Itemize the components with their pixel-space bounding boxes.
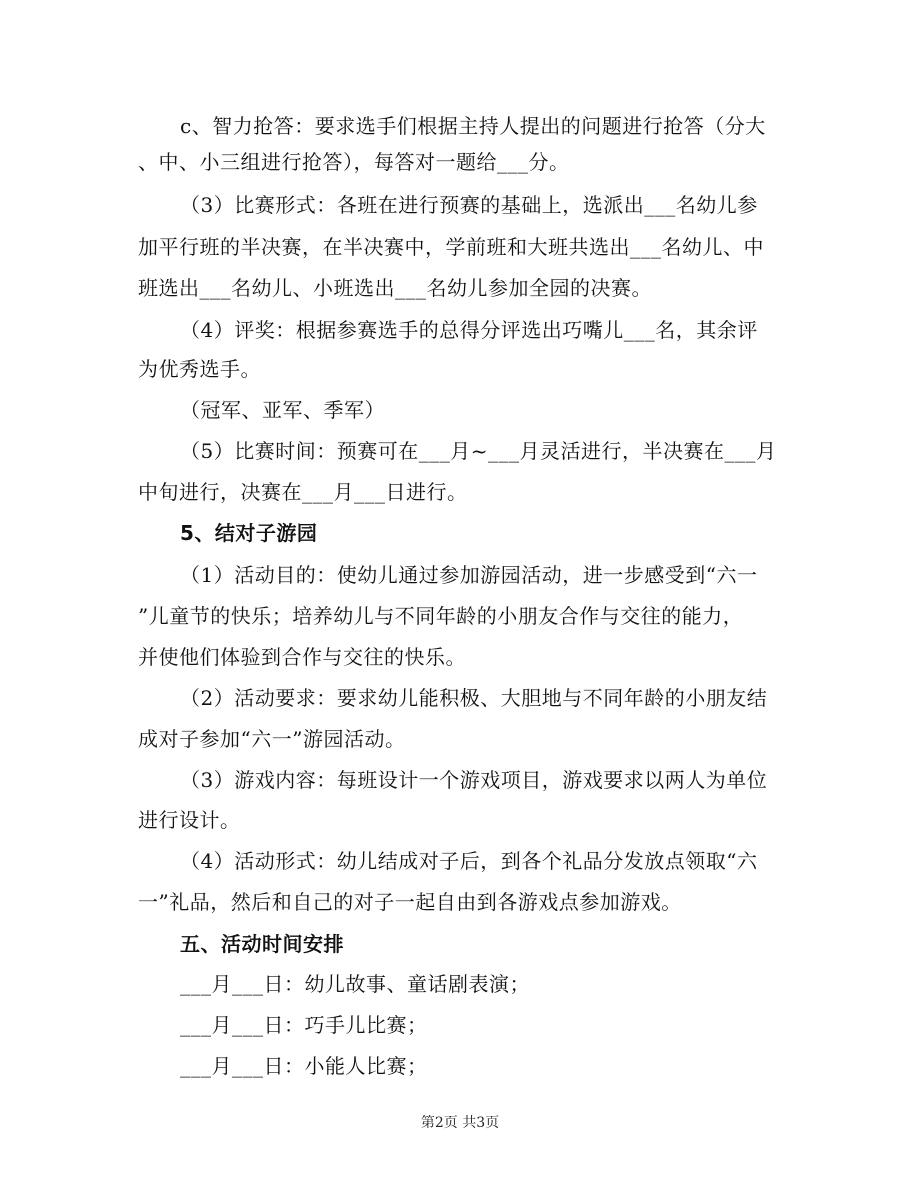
section-heading: 五、活动时间安排 xyxy=(180,932,344,956)
text-line: （1）活动目的：使幼儿通过参加游园活动，进一步感受到“六一 xyxy=(180,563,758,587)
text-line: （3）比赛形式：各班在进行预赛的基础上，选派出___名幼儿参 xyxy=(180,193,758,217)
page-number: 第2页 共3页 xyxy=(420,1115,500,1131)
text-line: 班选出___名幼儿、小班选出___名幼儿参加全园的决赛。 xyxy=(138,276,652,300)
text-line: （2）活动要求：要求幼儿能积极、大胆地与不同年龄的小朋友结 xyxy=(180,686,768,710)
text-line: 、中、小三组进行抢答），每答对一题给___分。 xyxy=(138,150,570,174)
text-line: ___月___日：巧手儿比赛； xyxy=(180,1013,428,1037)
text-line: 为优秀选手。 xyxy=(138,357,261,381)
text-line: c、智力抢答：要求选手们根据主持人提出的问题进行抢答（分大 xyxy=(180,114,766,138)
text-line: 中旬进行，决赛在___月___日进行。 xyxy=(138,480,468,504)
text-line: 加平行班的半决赛，在半决赛中，学前班和大班共选出___名幼儿、中 xyxy=(138,235,764,259)
text-line: 一”礼品，然后和自己的对子一起自由到各游戏点参加游戏。 xyxy=(138,890,682,914)
text-line: （冠军、亚军、季军） xyxy=(180,398,385,422)
section-heading: 5、结对子游园 xyxy=(180,521,318,545)
text-line: （5）比赛时间：预赛可在___月~___月灵活进行，半决赛在___月 xyxy=(180,439,777,463)
text-line: （4）评奖：根据参赛选手的总得分评选出巧嘴儿___名，其余评 xyxy=(180,318,758,342)
text-line: 成对子参加“六一”游园活动。 xyxy=(138,727,406,751)
text-line: 进行设计。 xyxy=(138,808,241,832)
text-line: ___月___日：幼儿故事、童话剧表演； xyxy=(180,972,530,996)
text-line: 并使他们体验到合作与交往的快乐。 xyxy=(138,645,466,669)
text-line: ___月___日：小能人比赛； xyxy=(180,1054,428,1078)
text-line: （3）游戏内容：每班设计一个游戏项目，游戏要求以两人为单位 xyxy=(180,768,768,792)
text-line: （4）活动形式：幼儿结成对子后，到各个礼品分发放点领取“六 xyxy=(180,849,758,873)
text-line: ”儿童节的快乐；培养幼儿与不同年龄的小朋友合作与交往的能力， xyxy=(138,604,744,628)
